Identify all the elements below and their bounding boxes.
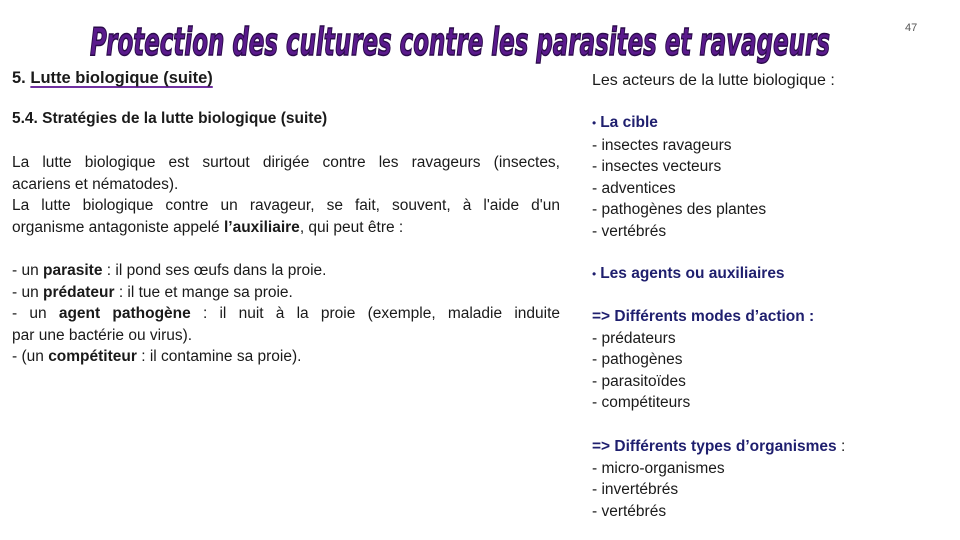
- list-term: parasite: [43, 262, 103, 279]
- section-number: 5.: [12, 69, 31, 87]
- target-item: - insectes vecteurs: [592, 158, 722, 175]
- slide-title-art: [80, 12, 840, 68]
- section-title: [12, 68, 213, 90]
- modes-block: [592, 306, 814, 414]
- mode-item: - pathogènes: [592, 351, 683, 368]
- bullet-icon: •: [592, 116, 597, 130]
- slide-title-text: Protection des cultures contre les parasites et ravageurs: [90, 20, 830, 64]
- type-item: - invertébrés: [592, 481, 679, 498]
- mode-item: - parasitoïdes: [592, 372, 686, 390]
- list-item: [12, 346, 560, 368]
- target-block: [592, 112, 766, 242]
- bullet-icon: •: [592, 267, 597, 281]
- list-text: - un: [12, 305, 59, 322]
- intro-line: La lutte biologique contre un ravageur, se fait, souvent, à l'aide d'un: [12, 197, 560, 214]
- intro-line: acariens et nématodes).: [12, 175, 179, 193]
- agents-label: Les agents ou auxiliaires: [600, 265, 785, 282]
- target-item: - insectes ravageurs: [592, 136, 732, 154]
- type-item: - micro-organismes: [592, 459, 725, 477]
- auxiliaire-term: l’auxiliaire: [223, 218, 300, 236]
- list-item: [12, 282, 560, 304]
- list-text: : il pond ses œufs dans la proie.: [102, 262, 327, 279]
- list-term: compétiteur: [48, 348, 137, 365]
- list-text: : il nuit à la proie (exemple, maladie induite: [190, 305, 560, 322]
- section-title-text: Lutte biologique (suite): [30, 69, 213, 87]
- mode-item: - compétiteurs: [592, 394, 691, 411]
- list-text: : il contamine sa proie).: [136, 348, 302, 365]
- modes-label: => Différents modes d’action :: [592, 308, 815, 325]
- intro-text: , qui peut être :: [299, 218, 404, 236]
- target-label-line: [592, 112, 766, 135]
- list-item: [12, 325, 560, 347]
- mode-item: - prédateurs: [592, 329, 676, 347]
- target-item: - vertébrés: [592, 222, 667, 240]
- list-term: prédateur: [43, 283, 115, 301]
- target-item: - pathogènes des plantes: [592, 201, 767, 218]
- auxiliaire-types-list: [12, 260, 560, 368]
- list-item: [12, 260, 560, 282]
- intro-paragraph: [12, 152, 560, 238]
- intro-text: organisme antagoniste appelé: [12, 218, 224, 236]
- types-label-line: [592, 436, 845, 458]
- agents-label-line: [592, 263, 785, 286]
- types-label-suffix: :: [836, 438, 846, 455]
- list-text: : il tue et mange sa proie.: [114, 283, 293, 301]
- intro-line: La lutte biologique est surtout dirigée contre les ravageurs (insectes,: [12, 154, 560, 171]
- list-text: - un: [12, 283, 44, 301]
- list-text: par une bactérie ou virus).: [12, 326, 193, 344]
- types-label: => Différents types d’organismes: [592, 438, 837, 455]
- target-item: - adventices: [592, 179, 676, 197]
- slide-title: [80, 12, 840, 68]
- list-item: [12, 303, 560, 325]
- type-item: - vertébrés: [592, 502, 667, 520]
- list-text: - un: [12, 262, 44, 279]
- intro-line: [12, 217, 560, 239]
- actors-heading: Les acteurs de la lutte biologique :: [592, 72, 835, 89]
- types-block: [592, 436, 845, 522]
- list-term: agent pathogène: [58, 305, 191, 322]
- subsection-title: 5.4. Stratégies de la lutte biologique (suite): [12, 110, 328, 127]
- list-text: - (un: [12, 348, 49, 365]
- agents-block: [592, 263, 785, 286]
- target-label: La cible: [600, 114, 658, 131]
- page-number: 47: [905, 22, 918, 34]
